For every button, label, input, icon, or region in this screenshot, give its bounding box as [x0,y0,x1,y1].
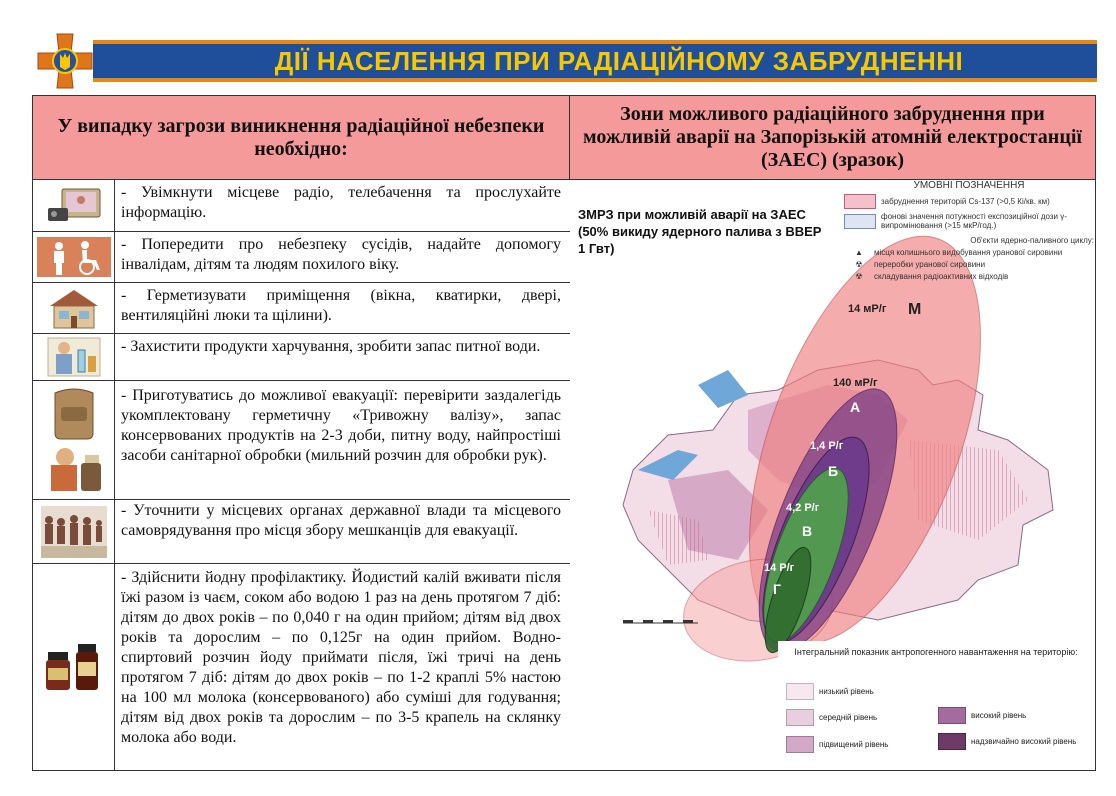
people-group-icon [33,500,115,563]
accessibility-icon [33,232,115,282]
processing-icon: ☢ [855,260,863,269]
contamination-map-panel [578,180,1094,770]
legend-item: забруднення територій Cs-137 (>0,5 Кі/кв. км) [844,194,1094,209]
emergency-service-emblem-icon [29,32,101,90]
scale-bar [623,620,698,623]
instruction-text: - Здійснити йодну профілактику. Йодистий калій вживати після їжі разом із чаєм, соком або водою 1 раз на день протягом 7 діб: дітям до двох років – по 0,040 г на один прийом; дітям від двох років та дорослим – по 0,125г на один прийом. Водно-спиртовий розчин йоду приймати після, їжі тричі на день протягом 7 діб: дітям до двох років – по 1-2 краплі 5% настою на 100 мл молока (консервованого) або суміші для годування; дітям від двох років та дорослим – по 3-5 крапель на склянку молока або води. [121,569,561,746]
legend-item: підвищений рівень [786,736,888,753]
legend-item: фонові значення потужності експозиційної дози γ-випромінювання (>15 мкР/год.) [844,212,1094,230]
list-item [33,232,570,283]
food-storage-icon [33,334,115,380]
house-icon [33,283,115,333]
level-extreme-swatch [938,733,966,750]
instruction-text: - Увімкнути місцеве радіо, телебачення та прослухайте інформацію. [121,184,561,221]
legend-item: високий рівень [938,707,1026,724]
list-item [33,180,570,232]
instruction-text: - Попередити про небезпеку сусідів, надайте допомогу інвалідам, дітям та людям похилого віку. [121,236,561,273]
zone-g-dose: 14 Р/г [764,562,795,574]
list-item [33,564,570,770]
list-item [33,283,570,334]
legend-title: УМОВНІ ПОЗНАЧЕННЯ [913,180,1025,191]
instruction-text: - Герметизувати приміщення (вікна, кватирки, двері, вентиляційні люки та щілини). [121,287,561,324]
zone-m-letter: М [908,301,922,318]
gamma-swatch [844,214,876,229]
level-high-swatch [938,707,966,724]
waste-storage-icon: ☢ [855,272,863,281]
cs137-swatch [844,194,876,209]
legend-item: низький рівень [786,683,874,700]
zone-v-dose: 4,2 Р/г [786,502,820,514]
level-elevated-swatch [786,736,814,753]
zone-a-dose: 140 мР/г [833,377,878,389]
instruction-text: - Захистити продукти харчування, зробити запас питної води. [121,338,541,355]
radio-tv-icon [33,180,115,231]
level-low-swatch [786,683,814,700]
right-column-header: Зони можливого радіаційного забруднення при можливій аварії на Запорізькій атомній електростанції (ЗАЕС) (зразок) [570,96,1095,180]
zone-g-letter: Г [773,581,781,597]
nuclear-objects: Об'єкти ядерно-паливного циклу: ▲ місця колишнього видобування уранової сировини ☢ переробки уранової сировини ☢ складування радіоактивних відходів [844,236,1094,281]
level-medium-swatch [786,709,814,726]
instruction-text: - Уточнити у місцевих органах державної влади та місцевого самоврядування про місця збору мешканців для евакуації. [121,502,561,539]
page-title: ДІЇ НАСЕЛЕННЯ ПРИ РАДІАЦІЙНОМУ ЗАБРУДНЕННІ [274,46,964,76]
legend-bottom-title: Інтегральний показник антропогенного навантаження на територію: [794,647,1078,657]
iodine-bottle-icon [33,564,115,770]
zone-b-dose: 1,4 Р/г [810,440,844,452]
zone-a-letter: А [850,399,861,415]
zone-v-letter: В [802,523,813,539]
instruction-text: - Приготуватись до можливої евакуації: перевірити заздалегідь укомплектовану герметичну «Тривожну валізу», запас консервованих продуктів на 2-3 доби, питну воду, найпростіші засоби санітарної обробки (мильний розчин для обробки рук). [121,387,561,464]
mining-icon: ▲ [855,248,863,257]
legend-item: надзвичайно високий рівень [938,733,1076,750]
map-note: ЗМРЗ при можливій аварії на ЗАЕС (50% викиду ядерного палива з ВВЕР 1 Гвт) [578,207,822,256]
list-item [33,381,570,500]
zone-b-letter: Б [828,463,839,479]
list-item [33,500,570,564]
banner [29,32,1097,90]
content-frame [32,95,1096,771]
zone-m-dose: 14 мР/г [848,303,887,315]
backpack-icon [33,381,115,499]
left-column-header: У випадку загрози виникнення радіаційної небезпеки необхідно: [33,96,570,180]
legend-item: середній рівень [786,709,877,726]
legend-top [844,180,1094,284]
legend-bottom [778,641,1094,770]
list-item [33,334,570,381]
